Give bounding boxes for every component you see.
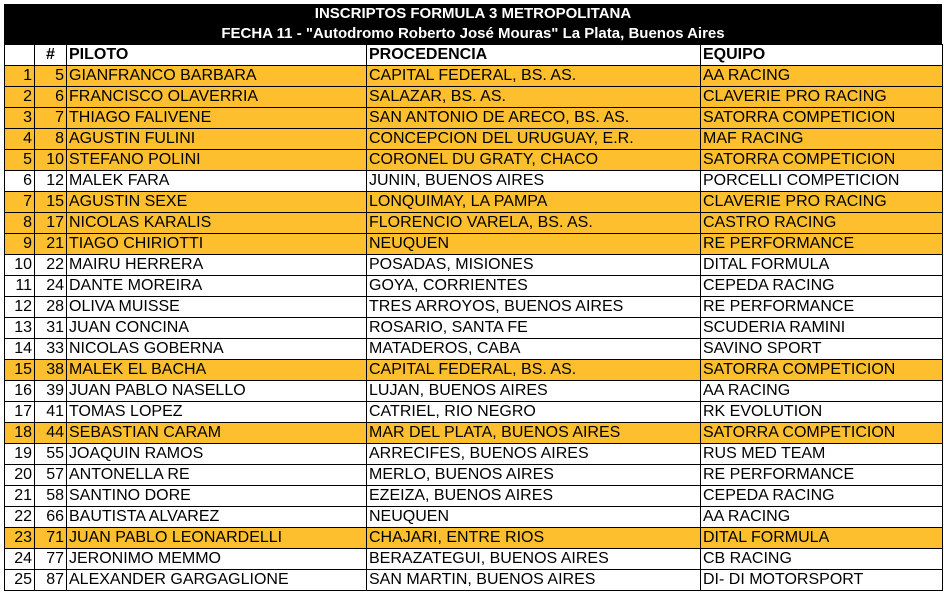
table-row (5, 528, 943, 549)
header-index (5, 45, 35, 66)
piloto-cell: TIAGO CHIRIOTTI (67, 234, 367, 255)
table-row (5, 213, 943, 234)
car-number: 77 (35, 549, 67, 570)
equipo-cell: RUS MED TEAM (701, 444, 943, 465)
piloto-cell: ANTONELLA RE (67, 465, 367, 486)
equipo-cell: SATORRA COMPETICION (701, 150, 943, 171)
procedencia-cell: SAN MARTIN, BUENOS AIRES (367, 570, 701, 591)
procedencia-cell: SALAZAR, BS. AS. (367, 87, 701, 108)
row-index: 18 (5, 423, 35, 444)
equipo-cell: CLAVERIE PRO RACING (701, 192, 943, 213)
header-car-number: # (35, 45, 67, 66)
equipo-cell: DITAL FORMULA (701, 255, 943, 276)
equipo-cell: SATORRA COMPETICION (701, 360, 943, 381)
row-index: 4 (5, 129, 35, 150)
car-number: 24 (35, 276, 67, 297)
procedencia-cell: NEUQUEN (367, 234, 701, 255)
row-index: 19 (5, 444, 35, 465)
piloto-cell: AGUSTIN FULINI (67, 129, 367, 150)
row-index: 2 (5, 87, 35, 108)
equipo-cell: DITAL FORMULA (701, 528, 943, 549)
piloto-cell: JERONIMO MEMMO (67, 549, 367, 570)
procedencia-cell: CAPITAL FEDERAL, BS. AS. (367, 360, 701, 381)
table-row (5, 171, 943, 192)
row-index: 25 (5, 570, 35, 591)
car-number: 41 (35, 402, 67, 423)
table-row (5, 570, 943, 591)
piloto-cell: JUAN PABLO NASELLO (67, 381, 367, 402)
equipo-cell: SCUDERIA RAMINI (701, 318, 943, 339)
piloto-cell: JUAN PABLO LEONARDELLI (67, 528, 367, 549)
piloto-cell: SANTINO DORE (67, 486, 367, 507)
equipo-cell: CB RACING (701, 549, 943, 570)
car-number: 44 (35, 423, 67, 444)
car-number: 87 (35, 570, 67, 591)
car-number: 15 (35, 192, 67, 213)
page-title: INSCRIPTOS FORMULA 3 METROPOLITANA (314, 5, 632, 22)
row-index: 17 (5, 402, 35, 423)
piloto-cell: MALEK EL BACHA (67, 360, 367, 381)
piloto-cell: JUAN CONCINA (67, 318, 367, 339)
table-row (5, 87, 943, 108)
equipo-cell: CEPEDA RACING (701, 276, 943, 297)
car-number: 71 (35, 528, 67, 549)
table-row (5, 234, 943, 255)
equipo-cell: MAF RACING (701, 129, 943, 150)
procedencia-cell: ROSARIO, SANTA FE (367, 318, 701, 339)
row-index: 11 (5, 276, 35, 297)
procedencia-cell: SAN ANTONIO DE ARECO, BS. AS. (367, 108, 701, 129)
table-row (5, 108, 943, 129)
piloto-cell: GIANFRANCO BARBARA (67, 66, 367, 87)
car-number: 10 (35, 150, 67, 171)
procedencia-cell: MAR DEL PLATA, BUENOS AIRES (367, 423, 701, 444)
car-number: 58 (35, 486, 67, 507)
procedencia-cell: CHAJARI, ENTRE RIOS (367, 528, 701, 549)
piloto-cell: TOMAS LOPEZ (67, 402, 367, 423)
equipo-cell: RK EVOLUTION (701, 402, 943, 423)
car-number: 39 (35, 381, 67, 402)
row-index: 24 (5, 549, 35, 570)
equipo-cell: CEPEDA RACING (701, 486, 943, 507)
header-equipo: EQUIPO (701, 45, 943, 66)
row-index: 13 (5, 318, 35, 339)
table-row (5, 549, 943, 570)
table-row (5, 381, 943, 402)
car-number: 12 (35, 171, 67, 192)
procedencia-cell: LONQUIMAY, LA PAMPA (367, 192, 701, 213)
row-index: 21 (5, 486, 35, 507)
car-number: 6 (35, 87, 67, 108)
table-body (5, 66, 943, 591)
piloto-cell: SEBASTIAN CARAM (67, 423, 367, 444)
equipo-cell: SATORRA COMPETICION (701, 108, 943, 129)
equipo-cell: RE PERFORMANCE (701, 297, 943, 318)
equipo-cell: SAVINO SPORT (701, 339, 943, 360)
row-index: 9 (5, 234, 35, 255)
car-number: 57 (35, 465, 67, 486)
equipo-cell: CLAVERIE PRO RACING (701, 87, 943, 108)
row-index: 20 (5, 465, 35, 486)
table-header-row (5, 45, 943, 66)
row-index: 10 (5, 255, 35, 276)
car-number: 17 (35, 213, 67, 234)
equipo-cell: SATORRA COMPETICION (701, 423, 943, 444)
row-index: 15 (5, 360, 35, 381)
piloto-cell: JOAQUIN RAMOS (67, 444, 367, 465)
entry-list-sheet (4, 4, 942, 591)
piloto-cell: ALEXANDER GARGAGLIONE (67, 570, 367, 591)
procedencia-cell: TRES ARROYOS, BUENOS AIRES (367, 297, 701, 318)
procedencia-cell: JUNIN, BUENOS AIRES (367, 171, 701, 192)
car-number: 7 (35, 108, 67, 129)
piloto-cell: NICOLAS GOBERNA (67, 339, 367, 360)
procedencia-cell: CONCEPCION DEL URUGUAY, E.R. (367, 129, 701, 150)
row-index: 12 (5, 297, 35, 318)
piloto-cell: MALEK FARA (67, 171, 367, 192)
procedencia-cell: POSADAS, MISIONES (367, 255, 701, 276)
car-number: 55 (35, 444, 67, 465)
title-bar (4, 4, 942, 44)
equipo-cell: PORCELLI COMPETICION (701, 171, 943, 192)
table-row (5, 255, 943, 276)
equipo-cell: RE PERFORMANCE (701, 465, 943, 486)
piloto-cell: AGUSTIN SEXE (67, 192, 367, 213)
procedencia-cell: CORONEL DU GRATY, CHACO (367, 150, 701, 171)
table-row (5, 402, 943, 423)
equipo-cell: AA RACING (701, 507, 943, 528)
equipo-cell: AA RACING (701, 381, 943, 402)
car-number: 28 (35, 297, 67, 318)
table-row (5, 444, 943, 465)
piloto-cell: DANTE MOREIRA (67, 276, 367, 297)
header-piloto: PILOTO (67, 45, 367, 66)
table-row (5, 486, 943, 507)
row-index: 8 (5, 213, 35, 234)
procedencia-cell: FLORENCIO VARELA, BS. AS. (367, 213, 701, 234)
row-index: 14 (5, 339, 35, 360)
header-procedencia: PROCEDENCIA (367, 45, 701, 66)
piloto-cell: STEFANO POLINI (67, 150, 367, 171)
car-number: 38 (35, 360, 67, 381)
car-number: 33 (35, 339, 67, 360)
car-number: 21 (35, 234, 67, 255)
row-index: 7 (5, 192, 35, 213)
piloto-cell: FRANCISCO OLAVERRIA (67, 87, 367, 108)
piloto-cell: NICOLAS KARALIS (67, 213, 367, 234)
table-row (5, 66, 943, 87)
procedencia-cell: CATRIEL, RIO NEGRO (367, 402, 701, 423)
procedencia-cell: NEUQUEN (367, 507, 701, 528)
table-row (5, 276, 943, 297)
procedencia-cell: MATADEROS, CABA (367, 339, 701, 360)
table-row (5, 423, 943, 444)
row-index: 6 (5, 171, 35, 192)
procedencia-cell: BERAZATEGUI, BUENOS AIRES (367, 549, 701, 570)
table-row (5, 318, 943, 339)
equipo-cell: AA RACING (701, 66, 943, 87)
car-number: 22 (35, 255, 67, 276)
procedencia-cell: ARRECIFES, BUENOS AIRES (367, 444, 701, 465)
table-row (5, 192, 943, 213)
table-row (5, 507, 943, 528)
table-row (5, 465, 943, 486)
equipo-cell: DI- DI MOTORSPORT (701, 570, 943, 591)
table-row (5, 129, 943, 150)
table-row (5, 150, 943, 171)
car-number: 66 (35, 507, 67, 528)
row-index: 5 (5, 150, 35, 171)
procedencia-cell: GOYA, CORRIENTES (367, 276, 701, 297)
car-number: 31 (35, 318, 67, 339)
row-index: 1 (5, 66, 35, 87)
equipo-cell: CASTRO RACING (701, 213, 943, 234)
table-row (5, 339, 943, 360)
row-index: 22 (5, 507, 35, 528)
piloto-cell: OLIVA MUISSE (67, 297, 367, 318)
car-number: 5 (35, 66, 67, 87)
procedencia-cell: LUJAN, BUENOS AIRES (367, 381, 701, 402)
table-row (5, 297, 943, 318)
page-subtitle: FECHA 11 - "Autodromo Roberto José Mouras" La Plata, Buenos Aires (221, 25, 725, 42)
entry-table (4, 44, 943, 591)
procedencia-cell: EZEIZA, BUENOS AIRES (367, 486, 701, 507)
row-index: 16 (5, 381, 35, 402)
table-row (5, 360, 943, 381)
procedencia-cell: CAPITAL FEDERAL, BS. AS. (367, 66, 701, 87)
row-index: 3 (5, 108, 35, 129)
row-index: 23 (5, 528, 35, 549)
car-number: 8 (35, 129, 67, 150)
procedencia-cell: MERLO, BUENOS AIRES (367, 465, 701, 486)
piloto-cell: THIAGO FALIVENE (67, 108, 367, 129)
equipo-cell: RE PERFORMANCE (701, 234, 943, 255)
piloto-cell: BAUTISTA ALVAREZ (67, 507, 367, 528)
piloto-cell: MAIRU HERRERA (67, 255, 367, 276)
